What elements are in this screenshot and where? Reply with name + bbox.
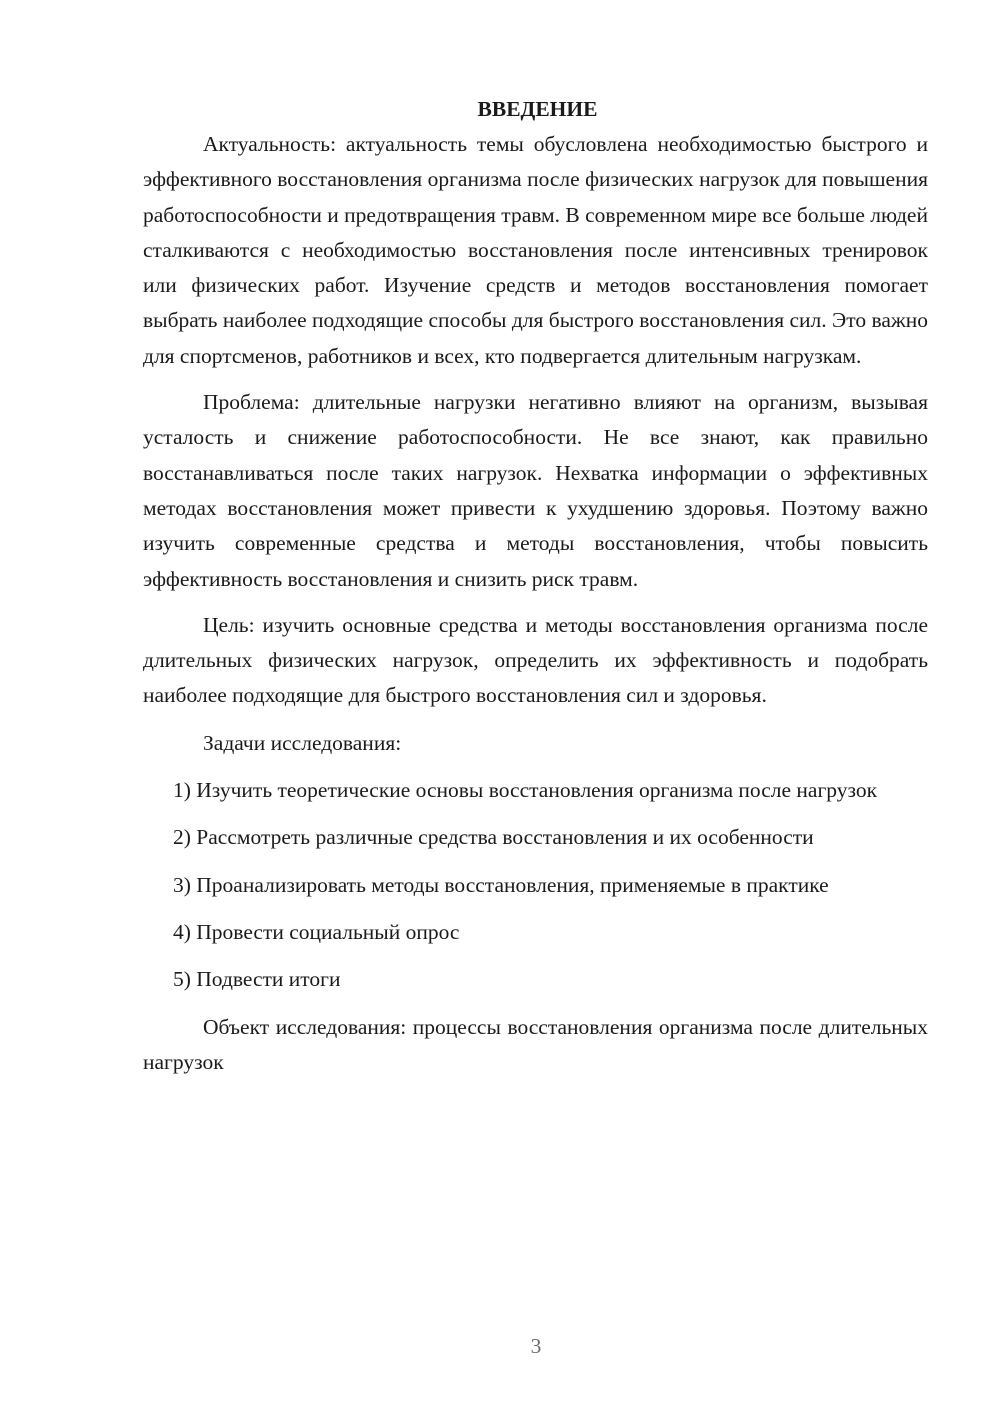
task-item: 4) Провести социальный опрос [173,919,460,944]
task-item: 3) Проанализировать методы восстановления, применяемые в практике [173,872,829,897]
paragraph-relevance: Актуальность: актуальность темы обусловлена необходимостью быстрого и эффективного восстановления организма после физических нагрузок для повышения работоспособности и предотвращения травм. В современном мире все больше людей сталкиваются с необходимостью восстановления после интенсивных тренировок или физических работ. Изучение средств и методов восстановления помогает выбрать наиболее подходящие способы для быстрого восстановления сил. Это важно для спортсменов, работников и всех, кто подвергается длительным нагрузкам. [143,132,928,368]
paragraph-object: Объект исследования: процессы восстановления организма после длительных нагрузок [143,1014,928,1074]
page-title: ВВЕДЕНИЕ [477,97,598,121]
task-item: 5) Подвести итоги [173,967,341,992]
paragraph-goal: Цель: изучить основные средства и методы восстановления организма после длительных физических нагрузок, определить их эффективность и подобрать наиболее подходящие для быстрого восстановления сил и здоровья. [143,612,928,708]
tasks-heading: Задачи исследования: [203,730,402,755]
paragraph-problem: Проблема: длительные нагрузки негативно влияют на организм, вызывая усталость и снижение работоспособности. Не все знают, как правильно восстанавливаться после таких нагрузок. Нехватка информации о эффективных методах восстановления может привести к ухудшению здоровья. Поэтому важно изучить современные средства и методы восстановления, чтобы повысить эффективность восстановления и снизить риск травм. [143,390,928,591]
task-item: 1) Изучить теоретические основы восстановления организма после нагрузок [173,778,878,803]
page-number: 3 [530,1334,542,1358]
page-content [143,92,928,1080]
task-item: 2) Рассмотреть различные средства восстановления и их особенности [173,825,814,850]
